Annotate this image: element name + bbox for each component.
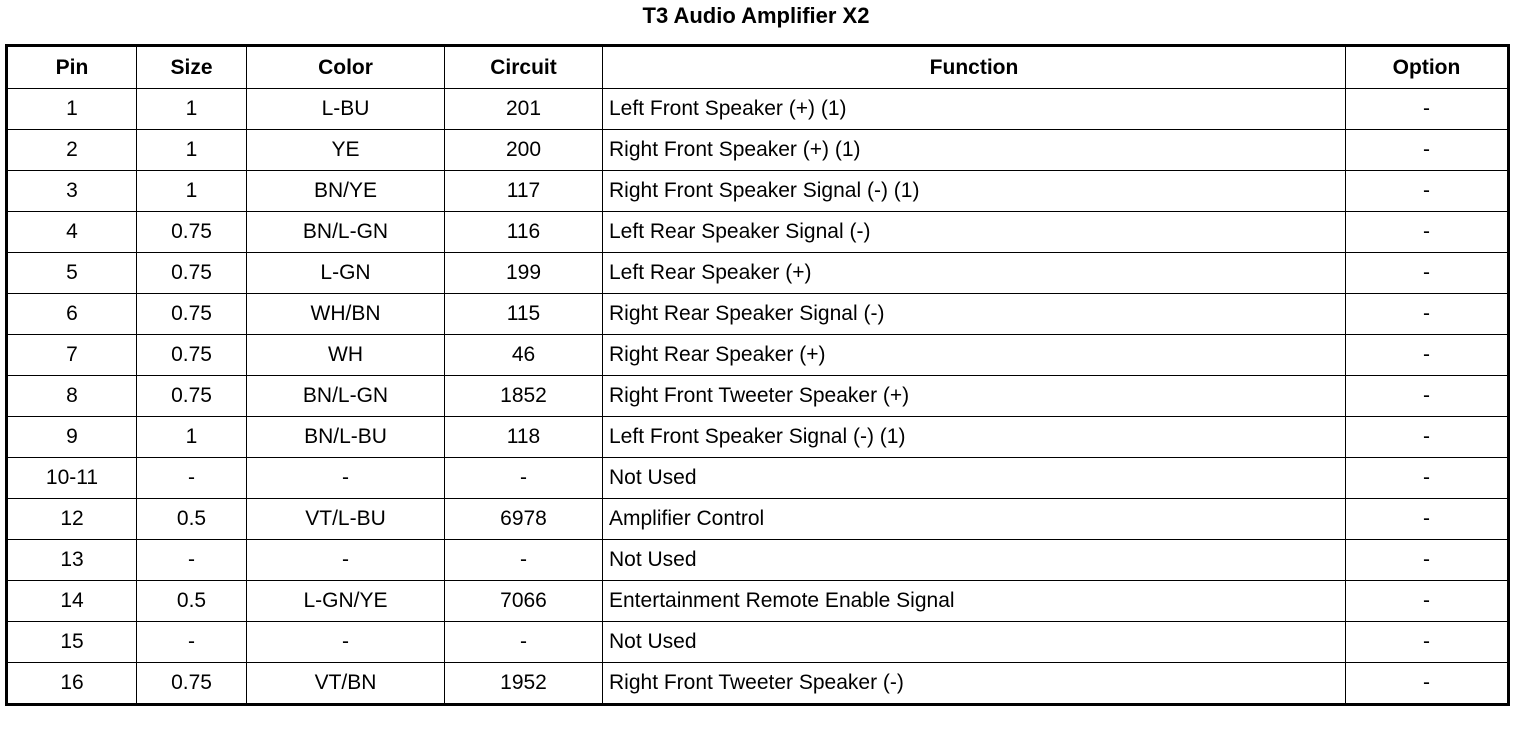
cell-function: Amplifier Control xyxy=(603,499,1346,540)
cell-pin: 3 xyxy=(7,171,137,212)
cell-function: Not Used xyxy=(603,622,1346,663)
cell-option: - xyxy=(1346,622,1509,663)
header-pin: Pin xyxy=(7,46,137,89)
cell-pin: 14 xyxy=(7,581,137,622)
cell-circuit: 116 xyxy=(445,212,603,253)
cell-size: 1 xyxy=(137,89,247,130)
table-row xyxy=(7,212,1509,253)
cell-option: - xyxy=(1346,335,1509,376)
cell-option: - xyxy=(1346,663,1509,705)
cell-pin: 13 xyxy=(7,540,137,581)
cell-function: Entertainment Remote Enable Signal xyxy=(603,581,1346,622)
cell-function: Left Rear Speaker (+) xyxy=(603,253,1346,294)
table-row xyxy=(7,130,1509,171)
cell-size: 0.75 xyxy=(137,663,247,705)
cell-circuit: 115 xyxy=(445,294,603,335)
cell-size: - xyxy=(137,540,247,581)
cell-pin: 16 xyxy=(7,663,137,705)
cell-pin: 9 xyxy=(7,417,137,458)
cell-color: BN/YE xyxy=(247,171,445,212)
table-row xyxy=(7,335,1509,376)
cell-circuit: 117 xyxy=(445,171,603,212)
table-row xyxy=(7,294,1509,335)
cell-color: BN/L-BU xyxy=(247,417,445,458)
cell-function: Right Front Speaker (+) (1) xyxy=(603,130,1346,171)
cell-option: - xyxy=(1346,89,1509,130)
cell-color: WH xyxy=(247,335,445,376)
cell-pin: 6 xyxy=(7,294,137,335)
cell-circuit: - xyxy=(445,540,603,581)
cell-function: Not Used xyxy=(603,540,1346,581)
cell-color: - xyxy=(247,622,445,663)
cell-circuit: 118 xyxy=(445,417,603,458)
header-size: Size xyxy=(137,46,247,89)
cell-size: 1 xyxy=(137,417,247,458)
cell-size: 0.5 xyxy=(137,499,247,540)
cell-pin: 1 xyxy=(7,89,137,130)
table-row xyxy=(7,376,1509,417)
pin-table xyxy=(5,44,1510,706)
cell-option: - xyxy=(1346,499,1509,540)
cell-option: - xyxy=(1346,376,1509,417)
cell-circuit: 201 xyxy=(445,89,603,130)
cell-pin: 2 xyxy=(7,130,137,171)
cell-size: 0.75 xyxy=(137,253,247,294)
cell-circuit: - xyxy=(445,458,603,499)
cell-size: 1 xyxy=(137,171,247,212)
cell-color: YE xyxy=(247,130,445,171)
table-title: T3 Audio Amplifier X2 xyxy=(642,3,870,28)
cell-option: - xyxy=(1346,253,1509,294)
cell-pin: 10-11 xyxy=(7,458,137,499)
cell-option: - xyxy=(1346,417,1509,458)
cell-pin: 4 xyxy=(7,212,137,253)
cell-size: 0.75 xyxy=(137,294,247,335)
cell-circuit: 200 xyxy=(445,130,603,171)
cell-color: WH/BN xyxy=(247,294,445,335)
cell-option: - xyxy=(1346,130,1509,171)
cell-color: BN/L-GN xyxy=(247,376,445,417)
cell-function: Right Front Tweeter Speaker (+) xyxy=(603,376,1346,417)
cell-size: 0.5 xyxy=(137,581,247,622)
cell-circuit: 7066 xyxy=(445,581,603,622)
cell-circuit: 6978 xyxy=(445,499,603,540)
cell-circuit: - xyxy=(445,622,603,663)
cell-size: 1 xyxy=(137,130,247,171)
header-function: Function xyxy=(603,46,1346,89)
cell-option: - xyxy=(1346,294,1509,335)
cell-color: VT/BN xyxy=(247,663,445,705)
cell-function: Left Front Speaker Signal (-) (1) xyxy=(603,417,1346,458)
cell-color: BN/L-GN xyxy=(247,212,445,253)
header-row xyxy=(7,46,1509,89)
cell-pin: 7 xyxy=(7,335,137,376)
cell-size: 0.75 xyxy=(137,335,247,376)
table-row xyxy=(7,89,1509,130)
cell-pin: 15 xyxy=(7,622,137,663)
cell-size: - xyxy=(137,458,247,499)
header-option: Option xyxy=(1346,46,1509,89)
cell-function: Left Rear Speaker Signal (-) xyxy=(603,212,1346,253)
cell-option: - xyxy=(1346,540,1509,581)
cell-function: Right Rear Speaker (+) xyxy=(603,335,1346,376)
table-body xyxy=(7,89,1509,705)
table-row xyxy=(7,417,1509,458)
table-row xyxy=(7,499,1509,540)
cell-size: 0.75 xyxy=(137,212,247,253)
header-color: Color xyxy=(247,46,445,89)
cell-function: Right Rear Speaker Signal (-) xyxy=(603,294,1346,335)
cell-function: Right Front Speaker Signal (-) (1) xyxy=(603,171,1346,212)
cell-option: - xyxy=(1346,212,1509,253)
cell-color: VT/L-BU xyxy=(247,499,445,540)
cell-color: L-GN/YE xyxy=(247,581,445,622)
cell-function: Left Front Speaker (+) (1) xyxy=(603,89,1346,130)
cell-option: - xyxy=(1346,458,1509,499)
table-row xyxy=(7,663,1509,705)
cell-circuit: 199 xyxy=(445,253,603,294)
cell-circuit: 46 xyxy=(445,335,603,376)
cell-circuit: 1852 xyxy=(445,376,603,417)
table-row xyxy=(7,540,1509,581)
cell-size: 0.75 xyxy=(137,376,247,417)
cell-pin: 5 xyxy=(7,253,137,294)
cell-color: - xyxy=(247,540,445,581)
table-row xyxy=(7,458,1509,499)
cell-color: L-BU xyxy=(247,89,445,130)
cell-pin: 12 xyxy=(7,499,137,540)
cell-color: L-GN xyxy=(247,253,445,294)
cell-circuit: 1952 xyxy=(445,663,603,705)
table-row xyxy=(7,171,1509,212)
cell-option: - xyxy=(1346,581,1509,622)
table-row xyxy=(7,581,1509,622)
cell-pin: 8 xyxy=(7,376,137,417)
cell-color: - xyxy=(247,458,445,499)
table-row xyxy=(7,253,1509,294)
table-row xyxy=(7,622,1509,663)
cell-option: - xyxy=(1346,171,1509,212)
cell-function: Right Front Tweeter Speaker (-) xyxy=(603,663,1346,705)
cell-function: Not Used xyxy=(603,458,1346,499)
header-circuit: Circuit xyxy=(445,46,603,89)
cell-size: - xyxy=(137,622,247,663)
